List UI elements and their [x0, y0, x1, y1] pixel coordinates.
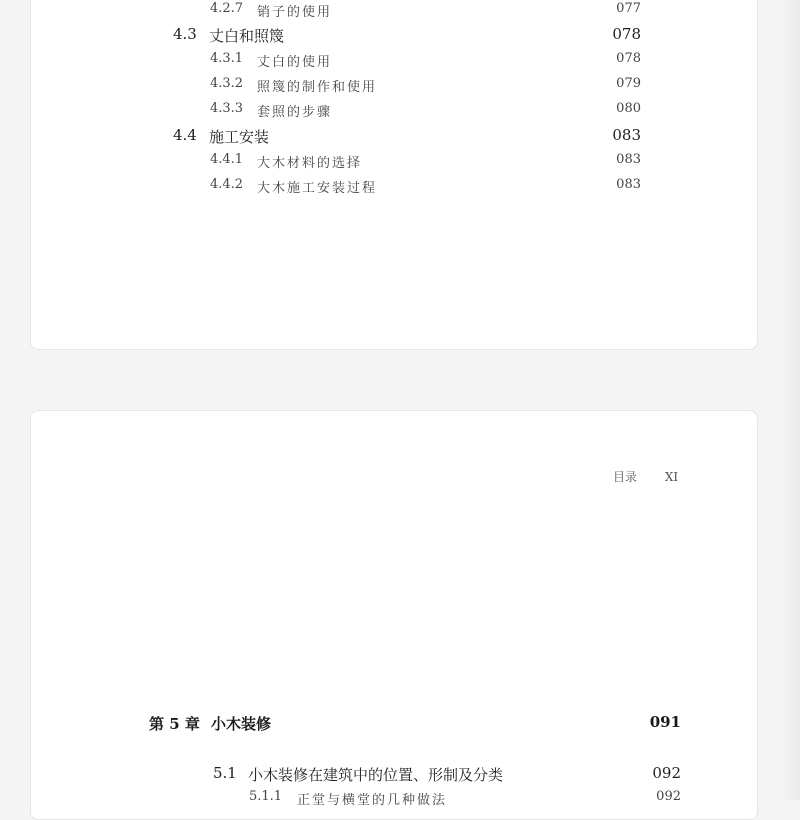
entry-title: 销子的使用	[257, 5, 333, 20]
chapter-number: 第 5 章	[149, 715, 200, 733]
entry-page: 083	[612, 126, 641, 144]
toc-chapter	[31, 713, 758, 735]
entry-number: 4.4.2	[210, 177, 244, 192]
chapter-page: 091	[649, 713, 681, 731]
entry-page: 077	[616, 1, 641, 16]
entry-number: 4.4	[173, 126, 197, 144]
entry-title: 小木装修在建筑中的位置、形制及分类	[248, 766, 504, 784]
entry-number: 5.1	[213, 764, 237, 782]
entry-number: 4.3	[173, 25, 197, 43]
entry-title: 丈白和照篾	[209, 27, 285, 45]
toc-page-upper	[30, 0, 758, 350]
entry-number: 4.4.1	[210, 152, 244, 167]
entry-page: 080	[616, 101, 641, 116]
running-header	[613, 468, 678, 485]
entry-page: 092	[652, 764, 681, 782]
entry-page: 083	[616, 152, 641, 167]
toc-entry	[31, 51, 758, 69]
toc-page-lower	[30, 410, 758, 820]
entry-number: 4.3.1	[210, 51, 244, 66]
entry-title: 施工安装	[209, 128, 270, 146]
running-header-title: 目录	[613, 470, 638, 484]
toc-entry	[31, 152, 758, 170]
toc-entry	[31, 126, 758, 146]
entry-number: 4.3.3	[210, 101, 244, 116]
toc-entry	[31, 25, 758, 45]
entry-title: 套照的步骤	[257, 105, 333, 120]
entry-title: 正堂与横堂的几种做法	[297, 793, 448, 808]
entry-title: 大木施工安装过程	[257, 181, 378, 196]
toc-entry	[31, 76, 758, 94]
entry-number: 4.2.7	[210, 1, 244, 16]
entry-page: 092	[656, 789, 681, 804]
entry-number: 5.1.1	[249, 789, 283, 804]
entry-title: 丈白的使用	[257, 55, 333, 70]
entry-page: 083	[616, 177, 641, 192]
toc-entry	[31, 101, 758, 119]
viewer-edge-shadow	[780, 0, 800, 800]
chapter-title: 小木装修	[211, 715, 272, 733]
toc-entry	[31, 177, 758, 195]
toc-entry	[31, 764, 758, 784]
entry-page: 078	[612, 25, 641, 43]
entry-title: 照篾的制作和使用	[257, 80, 378, 95]
running-header-page: XI	[664, 470, 679, 484]
entry-page: 078	[616, 51, 641, 66]
entry-title: 大木材料的选择	[257, 156, 363, 171]
entry-page: 079	[616, 76, 641, 91]
toc-entry	[31, 1, 758, 19]
toc-entry	[31, 789, 758, 807]
entry-number: 4.3.2	[210, 76, 244, 91]
